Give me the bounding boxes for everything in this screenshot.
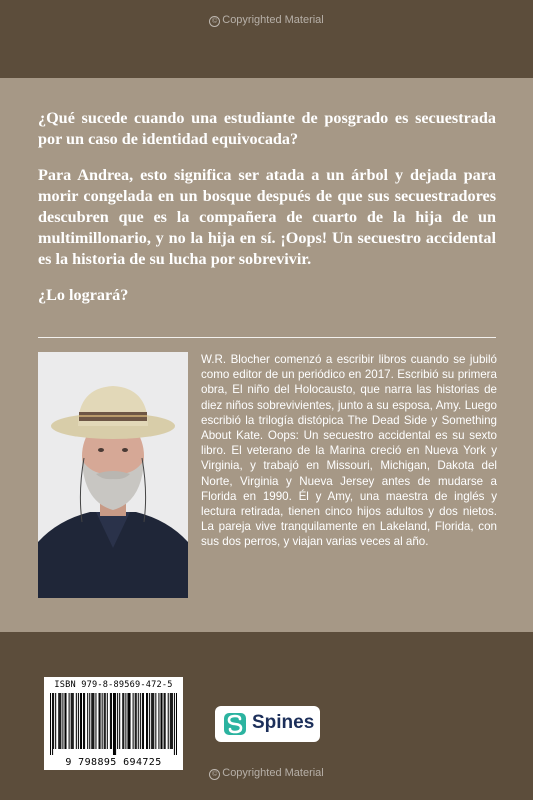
isbn-barcode	[44, 677, 183, 770]
barcode-icon	[50, 693, 177, 755]
publisher-logo	[215, 706, 320, 742]
blurb-question: ¿Qué sucede cuando una estudiante de posgrado es secuestrada por un caso de identidad equivocada?	[38, 109, 496, 148]
watermark-top	[0, 14, 533, 27]
copyright-icon: ©	[209, 16, 220, 27]
watermark-text: Copyrighted Material	[222, 767, 324, 779]
spines-logo-icon	[222, 711, 248, 737]
divider	[38, 337, 496, 338]
blurb	[38, 108, 496, 306]
author-photo	[38, 352, 188, 598]
top-band	[0, 0, 533, 78]
author-bio: W.R. Blocher comenzó a escribir libros cuando se jubiló como editor de un periódico en 2017. Escribió su primera obra, El niño del Holocausto, que narra las historias de diez niños sobrevivientes, junto a su esposa, Amy. Luego escribió la trilogía distópica The Dead Side y Something About Kate. Oops: Un secuestro accidental es su sexto libro. El veterano de la Marina creció en Nueva York y Virginia, y trabajó en Missouri, Michigan, Dakota del Norte, Virginia y Nueva Jersey antes de mudarse a Florida en 1990. Él y Amy, una maestra de inglés y lectura retirada, tienen cinco hijos adultos y dos nietos. La pareja vive tranquilamente en Lakeland, Florida, con sus dos perros, y viajan varias veces al año.	[201, 353, 497, 549]
isbn-digits: 9 798895 694725	[65, 757, 162, 768]
author-portrait-illustration	[38, 352, 188, 598]
watermark-bottom	[0, 767, 533, 780]
isbn-label: ISBN 979-8-89569-472-5	[54, 680, 173, 690]
watermark-text: Copyrighted Material	[222, 14, 324, 26]
publisher-name: Spines	[252, 712, 315, 733]
blurb-tagline: ¿Lo logrará?	[38, 286, 129, 304]
copyright-icon: ©	[209, 769, 220, 780]
blurb-synopsis: Para Andrea, esto significa ser atada a un árbol y dejada para morir congelada en un bosque después de que sus secuestradores descubren que es la compañera de cuarto de la hija de un multimillonario, y no la hija en sí. ¡Oops! Un secuestro accidental es la historia de su lucha por sobrevivir.	[38, 166, 496, 268]
